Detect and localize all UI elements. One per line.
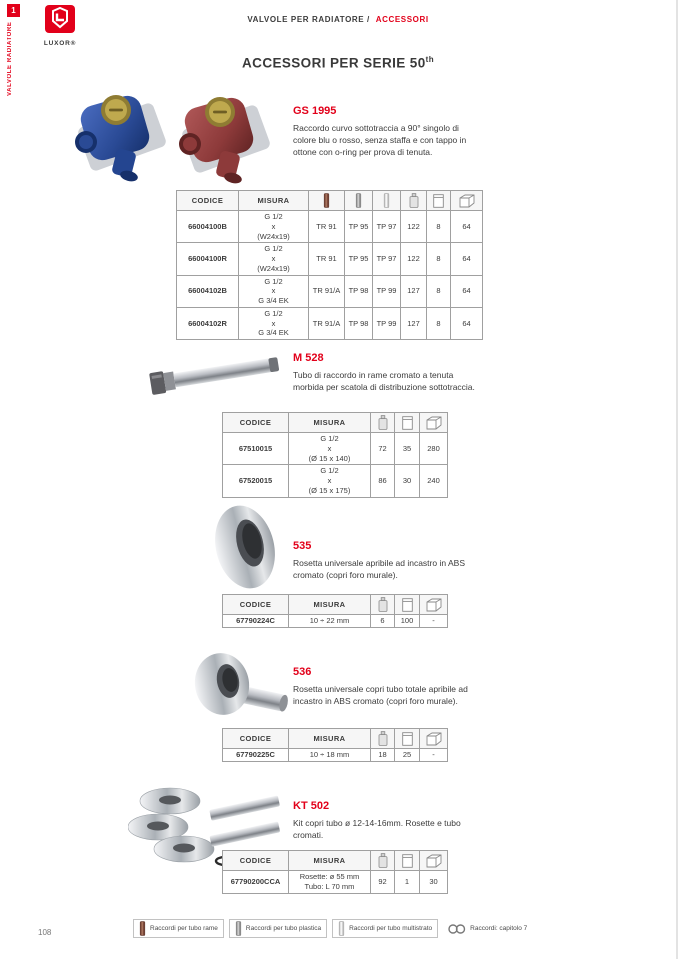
- legend: [133, 919, 532, 938]
- value-cell: Rosette: ø 55 mm Tubo: L 70 mm: [289, 871, 371, 894]
- table-header-row: [177, 191, 483, 211]
- value-cell: 127: [401, 275, 427, 307]
- value-cell: 8: [427, 243, 451, 275]
- value-cell: 30: [420, 871, 448, 894]
- table-row: [223, 871, 448, 894]
- page-title-suffix: th: [425, 55, 434, 64]
- pipe-multistrato-icon: [373, 191, 401, 211]
- value-cell: TP 97: [373, 211, 401, 243]
- value-cell: 10 ÷ 22 mm: [289, 615, 371, 628]
- legend-label: Raccordi: capitolo 7: [470, 925, 528, 932]
- chapter-number: 1: [7, 4, 20, 17]
- section-536: [293, 666, 481, 708]
- value-cell: 92: [371, 871, 395, 894]
- weight-icon: [371, 595, 395, 615]
- spec-table-536: [222, 728, 448, 762]
- value-cell: 64: [451, 211, 483, 243]
- value-cell: TP 95: [345, 211, 373, 243]
- carton-icon: [420, 595, 448, 615]
- table-header-row: [223, 729, 448, 749]
- value-cell: 127: [401, 307, 427, 339]
- table-row: [223, 433, 448, 465]
- product-code: 536: [293, 666, 312, 678]
- value-cell: 240: [420, 465, 448, 497]
- value-cell: 1: [395, 871, 420, 894]
- legend-item: [443, 920, 532, 937]
- table-row: [177, 211, 483, 243]
- spec-table-535: [222, 594, 448, 628]
- pipe-plastica-icon: [235, 921, 242, 936]
- product-code: GS 1995: [293, 105, 337, 117]
- carton-icon: [420, 851, 448, 871]
- product-description: Kit copri tubo ø 12-14-16mm. Rosette e tubo cromati.: [293, 818, 461, 840]
- table-header-row: [223, 595, 448, 615]
- column-header: CODICE: [223, 595, 289, 615]
- chapter-label: VALVOLE RADIATORE: [7, 21, 13, 96]
- weight-icon: [371, 413, 395, 433]
- value-cell: TR 91/A: [309, 307, 345, 339]
- value-cell: TP 99: [373, 307, 401, 339]
- weight-icon: [401, 191, 427, 211]
- value-cell: 8: [427, 211, 451, 243]
- value-cell: 280: [420, 433, 448, 465]
- value-cell: 100: [395, 615, 420, 628]
- column-header: CODICE: [223, 413, 289, 433]
- value-cell: TR 91: [309, 211, 345, 243]
- value-cell: 86: [371, 465, 395, 497]
- value-cell: 25: [395, 749, 420, 762]
- value-cell: G 1/2 x G 3/4 EK: [239, 275, 309, 307]
- table-header-row: [223, 413, 448, 433]
- pack-icon: [395, 851, 420, 871]
- value-cell: TP 95: [345, 243, 373, 275]
- page-number: 108: [38, 928, 52, 937]
- column-header: CODICE: [223, 851, 289, 871]
- value-cell: TP 99: [373, 275, 401, 307]
- weight-icon: [371, 851, 395, 871]
- product-description: Rosetta universale apribile ad incastro in ABS cromato (copri foro murale).: [293, 558, 465, 580]
- section-m-528: [293, 352, 481, 394]
- product-code: M 528: [293, 352, 324, 364]
- value-cell: 8: [427, 275, 451, 307]
- value-cell: TP 97: [373, 243, 401, 275]
- product-description: Rosetta universale copri tubo totale apribile ad incastro in ABS cromato (copri foro murale).: [293, 684, 468, 706]
- column-header: MISURA: [289, 595, 371, 615]
- code-cell: 66004100B: [177, 211, 239, 243]
- value-cell: -: [420, 749, 448, 762]
- page-title: [0, 55, 676, 71]
- value-cell: 122: [401, 211, 427, 243]
- column-header: MISURA: [239, 191, 309, 211]
- weight-icon: [371, 729, 395, 749]
- legend-label: Raccordi per tubo plastica: [245, 925, 322, 932]
- page-title-text: ACCESSORI PER SERIE 50: [242, 55, 426, 71]
- product-code: 535: [293, 540, 312, 552]
- value-cell: 30: [395, 465, 420, 497]
- code-cell: 66004100R: [177, 243, 239, 275]
- pipe-multistrato-icon: [338, 921, 345, 936]
- section-gs-1995: [293, 105, 481, 159]
- value-cell: G 1/2 x G 3/4 EK: [239, 307, 309, 339]
- brand-logo: [42, 5, 78, 47]
- code-cell: 67790225C: [223, 749, 289, 762]
- product-image-536: [192, 648, 292, 738]
- pack-icon: [427, 191, 451, 211]
- product-code: KT 502: [293, 800, 330, 812]
- table-row: [177, 243, 483, 275]
- column-header: MISURA: [289, 413, 371, 433]
- pipe-rame-icon: [309, 191, 345, 211]
- brand-name: LUXOR®: [43, 40, 77, 47]
- column-header: MISURA: [289, 729, 371, 749]
- pack-icon: [395, 729, 420, 749]
- spec-table-kt-502: [222, 850, 448, 894]
- value-cell: 72: [371, 433, 395, 465]
- spec-table-m-528: [222, 412, 448, 498]
- carton-icon: [451, 191, 483, 211]
- column-header: CODICE: [177, 191, 239, 211]
- table-row: [177, 275, 483, 307]
- table-row: [223, 749, 448, 762]
- product-description: Raccordo curvo sottotraccia a 90° singolo di colore blu o rosso, senza staffa e con tappo in ottone con o-ring per prova di tenuta.: [293, 123, 467, 157]
- table-row: [177, 307, 483, 339]
- legend-label: Raccordi per tubo rame: [150, 925, 218, 932]
- value-cell: 64: [451, 275, 483, 307]
- value-cell: 8: [427, 307, 451, 339]
- pack-icon: [395, 413, 420, 433]
- legend-label: Raccordi per tubo multistrato: [349, 925, 433, 932]
- code-cell: 67790224C: [223, 615, 289, 628]
- pack-icon: [395, 595, 420, 615]
- value-cell: 18: [371, 749, 395, 762]
- value-cell: G 1/2 x (W24x19): [239, 211, 309, 243]
- value-cell: G 1/2 x (Ø 15 x 175): [289, 465, 371, 497]
- table-row: [223, 465, 448, 497]
- column-header: CODICE: [223, 729, 289, 749]
- breadcrumb-current: ACCESSORI: [375, 15, 429, 24]
- value-cell: 122: [401, 243, 427, 275]
- value-cell: TR 91: [309, 243, 345, 275]
- code-cell: 67790200CCA: [223, 871, 289, 894]
- value-cell: 10 ÷ 18 mm: [289, 749, 371, 762]
- legend-item: [332, 919, 438, 938]
- value-cell: 64: [451, 307, 483, 339]
- code-cell: 67510015: [223, 433, 289, 465]
- section-kt-502: [293, 800, 481, 842]
- value-cell: 35: [395, 433, 420, 465]
- value-cell: -: [420, 615, 448, 628]
- section-535: [293, 540, 481, 582]
- product-image-gs-1995: [66, 80, 281, 193]
- product-image-535: [213, 503, 278, 596]
- orings-icon: [448, 923, 466, 935]
- product-image-m-528: [148, 348, 283, 405]
- code-cell: 67520015: [223, 465, 289, 497]
- breadcrumb: [0, 15, 676, 24]
- value-cell: 6: [371, 615, 395, 628]
- code-cell: 66004102R: [177, 307, 239, 339]
- value-cell: G 1/2 x (W24x19): [239, 243, 309, 275]
- code-cell: 66004102B: [177, 275, 239, 307]
- pipe-plastica-icon: [345, 191, 373, 211]
- legend-item: [229, 919, 327, 938]
- column-header: MISURA: [289, 851, 371, 871]
- breadcrumb-category: VALVOLE PER RADIATORE /: [247, 15, 370, 24]
- value-cell: TR 91/A: [309, 275, 345, 307]
- spec-table-gs-1995: [176, 190, 483, 340]
- value-cell: G 1/2 x (Ø 15 x 140): [289, 433, 371, 465]
- value-cell: TP 98: [345, 275, 373, 307]
- value-cell: TP 98: [345, 307, 373, 339]
- carton-icon: [420, 413, 448, 433]
- product-description: Tubo di raccordo in rame cromato a tenuta morbida per scatola di distribuzione sottotraccia.: [293, 370, 475, 392]
- table-header-row: [223, 851, 448, 871]
- value-cell: 64: [451, 243, 483, 275]
- table-row: [223, 615, 448, 628]
- legend-item: [133, 919, 224, 938]
- carton-icon: [420, 729, 448, 749]
- pipe-rame-icon: [139, 921, 146, 936]
